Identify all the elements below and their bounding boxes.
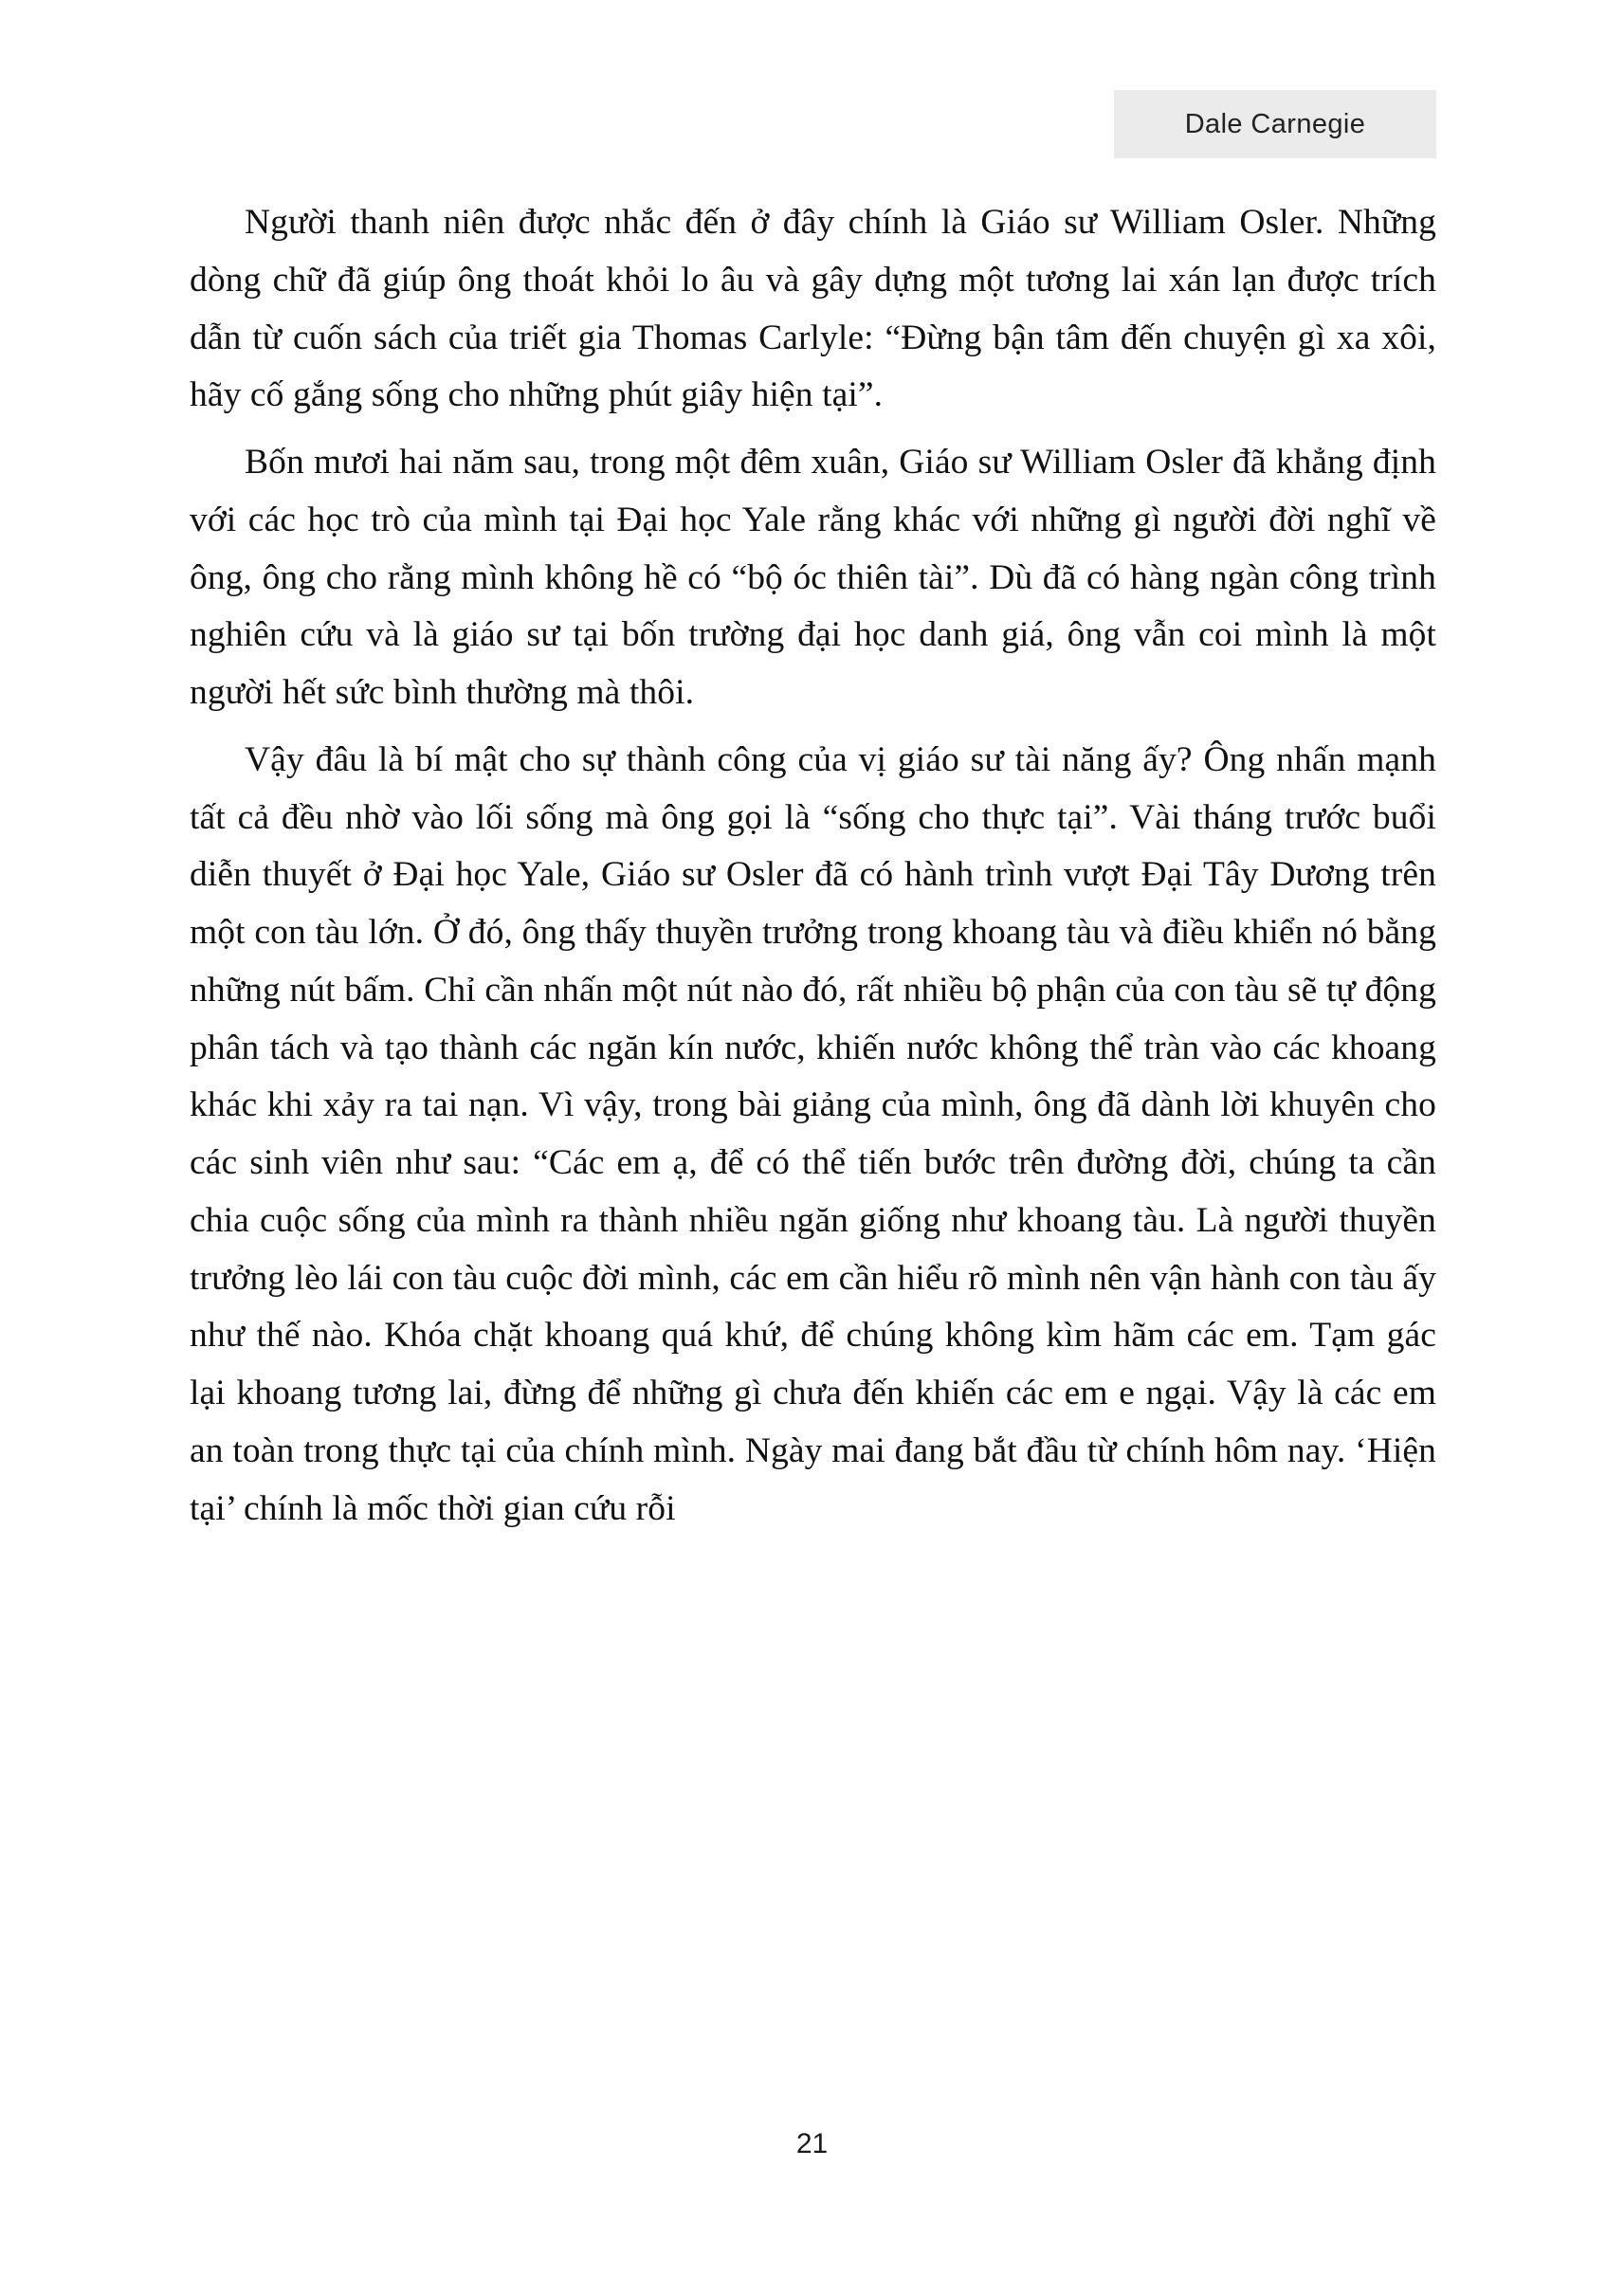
running-head-band <box>1114 90 1436 158</box>
paragraph-3: Vậy đâu là bí mật cho sự thành công của vị giáo sư tài năng ấy? Ông nhấn mạnh tất cả đều nhờ vào lối sống mà ông gọi là “sống cho thực tại”. Vài tháng trước buổi diễn thuyết ở Đại học Yale, Giáo sư Osler đã có hành trình vượt Đại Tây Dương trên một con tàu lớn. Ở đó, ông thấy thuyền trưởng trong khoang tàu và điều khiển nó bằng những nút bấm. Chỉ cần nhấn một nút nào đó, rất nhiều bộ phận của con tàu sẽ tự động phân tách và tạo thành các ngăn kín nước, khiến nước không thể tràn vào các khoang khác khi xảy ra tai nạn. Vì vậy, trong bài giảng của mình, ông đã dành lời khuyên cho các sinh viên như sau: “Các em ạ, để có thể tiến bước trên đường đời, chúng ta cần chia cuộc sống của mình ra thành nhiều ngăn giống như khoang tàu. Là người thuyền trưởng lèo lái con tàu cuộc đời mình, các em cần hiểu rõ mình nên vận hành con tàu ấy như thế nào. Khóa chặt khoang quá khứ, để chúng không kìm hãm các em. Tạm gác lại khoang tương lai, đừng để những gì chưa đến khiến các em e ngại. Vậy là các em an toàn trong thực tại của chính mình. Ngày mai đang bắt đầu từ chính hôm nay. ‘Hiện tại’ chính là mốc thời gian cứu rỗi <box>190 739 1436 1528</box>
running-head-text: Dale Carnegie <box>1184 108 1366 139</box>
paragraph-1: Người thanh niên được nhắc đến ở đây chính là Giáo sư William Osler. Những dòng chữ đã giúp ông thoát khỏi lo âu và gây dựng một tương lai xán lạn được trích dẫn từ cuốn sách của triết gia Thomas Carlyle: “Đừng bận tâm đến chuyện gì xa xôi, hãy cố gắng sống cho những phút giây hiện tại”. <box>190 203 1436 415</box>
page-number: 21 <box>795 2128 829 2159</box>
paragraph-2: Bốn mươi hai năm sau, trong một đêm xuân, Giáo sư William Osler đã khẳng định với các học trò của mình tại Đại học Yale rằng khác với những gì người đời nghĩ về ông, ông cho rằng mình không hề có “bộ óc thiên tài”. Dù đã có hàng ngàn công trình nghiên cứu và là giáo sư tại bốn trường đại học danh giá, ông vẫn coi mình là một người hết sức bình thường mà thôi. <box>190 443 1436 712</box>
page-body-text <box>190 194 1436 1547</box>
page-footer <box>0 2128 1624 2160</box>
